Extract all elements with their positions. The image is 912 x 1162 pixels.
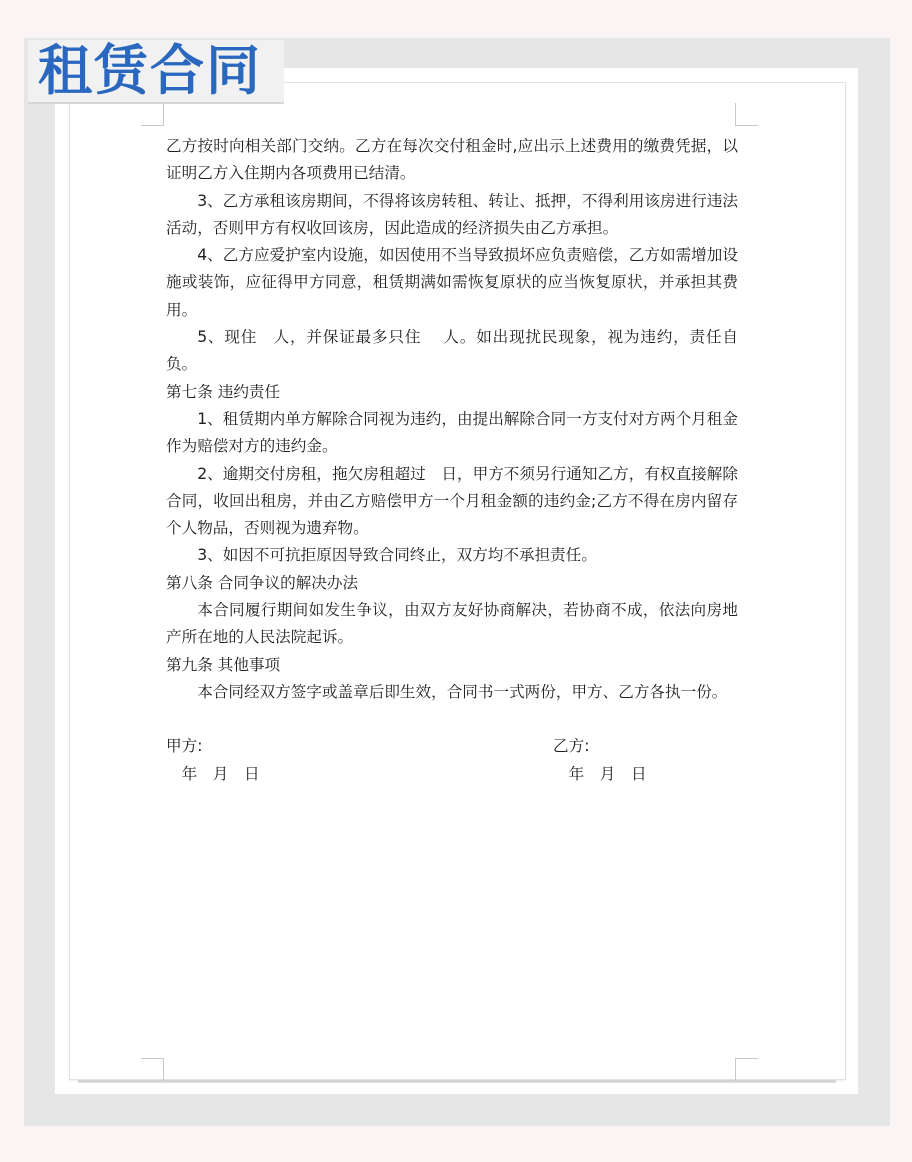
paragraph-clause-6-3: 3、乙方承租该房期间，不得将该房转租、转让、抵押，不得利用该房进行违法活动，否则甲方有权收回该房，因此造成的经济损失由乙方承担。 [166,191,738,237]
title-banner [28,40,284,104]
heading-article-9: 第九条 其他事项 [166,655,281,674]
document-body [166,133,738,788]
party-b-label: 乙方: [553,737,590,756]
paragraph-article-9: 本合同经双方签字或盖章后即生效，合同书一式两份，甲方、乙方各执一份。 [197,682,728,701]
heading-article-7: 第七条 违约责任 [166,382,281,401]
party-b-date: 年 月 日 [553,764,647,783]
party-a-date: 年 月 日 [166,764,260,783]
paragraph-clause-7-1: 1、租赁期内单方解除合同视为违约，由提出解除合同一方支付对方两个月租金作为赔偿对方的违约金。 [166,409,738,456]
banner-title: 租赁合同 [38,39,262,102]
crop-mark-bottom-left [141,1058,164,1081]
paragraph-clause-6-4: 4、乙方应爱护室内设施，如因使用不当导致损坏应负责赔偿，乙方如需增加设施或装饰，应征得甲方同意，租赁期满如需恢复原状的应当恢复原状，并承担其费用。 [166,246,738,319]
paragraph-article-8: 本合同履行期间如发生争议，由双方友好协商解决，若协商不成，依法向房地产所在地的人民法院起诉。 [166,601,738,647]
spacer [166,706,738,733]
crop-mark-top-right [735,103,758,126]
crop-mark-top-left [141,103,164,126]
signature-dates [166,761,738,788]
crop-mark-bottom-right [735,1058,758,1081]
paragraph-clause-7-3: 3、如因不可抗拒原因导致合同终止，双方均不承担责任。 [197,546,597,565]
paragraph-clause-7-2: 2、逾期交付房租，拖欠房租超过 日，甲方不须另行通知乙方，有权直接解除合同，收回出租房，并由乙方赔偿甲方一个月租金额的违约金;乙方不得在房内留存个人物品，否则视为遗弃物。 [166,464,738,538]
paragraph-fee-payment: 乙方按时向相关部门交纳。乙方在每次交付租金时,应出示上述费用的缴费凭据，以证明乙方入住期内各项费用已结清。 [166,137,738,183]
frame-edge [78,1080,836,1083]
paragraph-clause-6-5: 5、现住 人，并保证最多只住 人。如出现扰民现象，视为违约，责任自负。 [166,328,738,374]
signature-labels [166,733,738,760]
party-a-label: 甲方: [166,737,203,756]
heading-article-8: 第八条 合同争议的解决办法 [166,573,359,592]
